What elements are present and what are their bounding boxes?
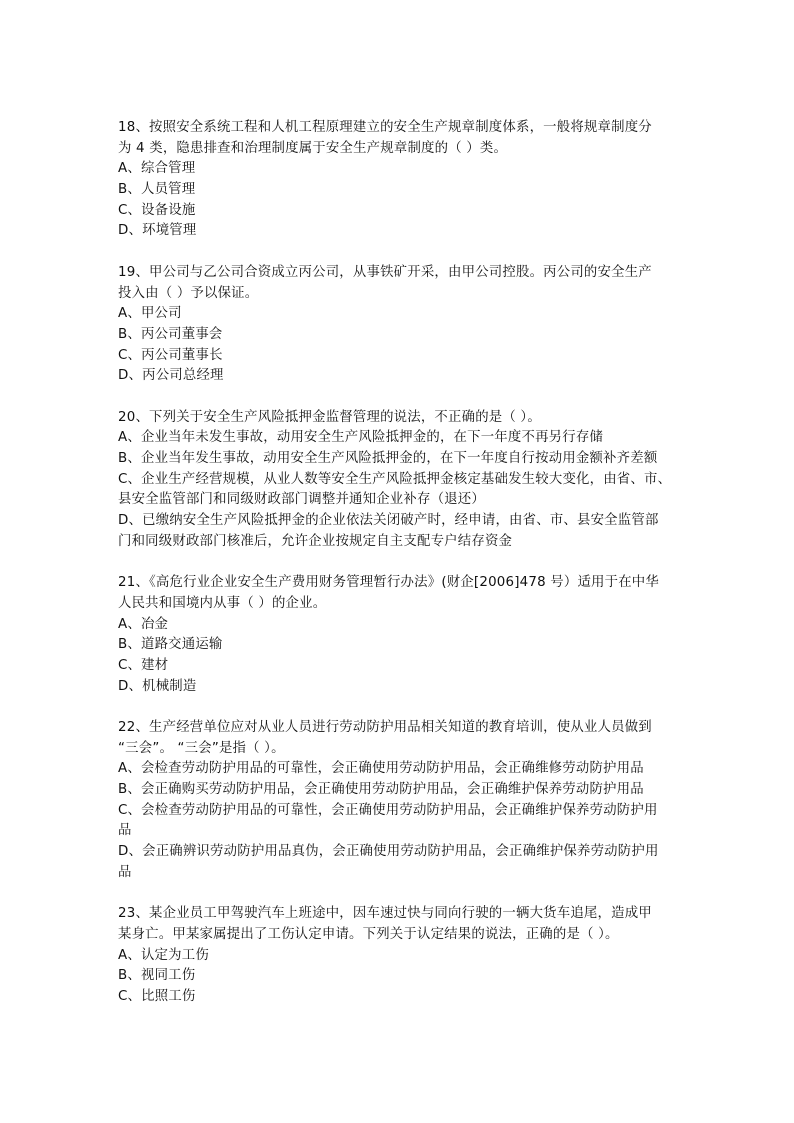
option-text-line: A、认定为工伤 [118,947,209,963]
option-c [118,801,718,842]
option-a [118,428,718,449]
option-d [118,677,718,698]
option-b [118,635,718,656]
option-a [118,304,718,325]
option-text-line: A、甲公司 [118,306,182,322]
option-text-line: A、冶金 [118,616,169,632]
question-19 [118,263,718,387]
question-stem-line: 22、生产经营单位应对从业人员进行劳动防护用品相关知道的教育培训，使从业人员做到 [118,719,652,735]
option-d [118,366,718,387]
option-text-line: 品 [118,823,132,839]
question-stem-line: 19、甲公司与乙公司合资成立丙公司，从事铁矿开采，由甲公司控股。丙公司的安全生产 [118,264,652,280]
option-d [118,842,718,883]
question-stem-line: 投入由（ ）予以保证。 [118,285,259,301]
question-stem-line: 人民共和国境内从事（ ）的企业。 [118,595,327,611]
option-c [118,656,718,677]
question-stem-line: 18、按照安全系统工程和人机工程原理建立的安全生产规章制度体系，一般将规章制度分 [118,120,652,135]
option-text-line: A、综合管理 [118,161,196,177]
option-a [118,159,718,180]
option-b [118,449,718,470]
option-text-line: 门和同级财政部门核准后，允许企业按规定自主支配专户结存资金 [118,533,513,549]
question-stem-line: 20、下列关于安全生产风险抵押金监督管理的说法，不正确的是（ ）。 [118,409,541,425]
option-text-line: C、丙公司董事长 [118,347,223,363]
option-b [118,966,718,987]
question-stem-line: 23、某企业员工甲驾驶汽车上班途中，因车速过快与同向行驶的一辆大货车追尾，造成甲 [118,906,652,922]
option-text-line: 县安全监管部门和同级财政部门调整并通知企业补存（退还） [118,492,485,508]
question-20 [118,408,718,553]
document-page [118,118,718,1028]
option-d [118,511,718,552]
option-a [118,759,718,780]
option-text-line: B、人员管理 [118,182,196,198]
option-text-line: C、建材 [118,657,169,673]
option-text-line: 品 [118,864,132,880]
question-22 [118,718,718,884]
question-23 [118,904,718,1007]
option-c [118,987,718,1008]
option-c [118,346,718,367]
option-text-line: B、道路交通运输 [118,637,223,653]
option-text-line: A、企业当年未发生事故，动用安全生产风险抵押金的，在下一年度不再另行存储 [118,430,604,446]
option-text-line: D、已缴纳安全生产风险抵押金的企业依法关闭破产时，经申请，由省、市、县安全监管部 [118,513,659,529]
option-b [118,325,718,346]
question-stem-line: “三会”。 “三会”是指（ ）。 [118,740,285,756]
option-text-line: C、设备设施 [118,202,196,218]
question-21 [118,573,718,697]
question-stem-line: 为 4 类，隐患排查和治理制度属于安全生产规章制度的（ ）类。 [118,140,508,156]
option-d [118,221,718,242]
option-text-line: B、丙公司董事会 [118,326,223,342]
option-text-line: D、丙公司总经理 [118,368,224,384]
option-text-line: D、会正确辨识劳动防护用品真伪，会正确使用劳动防护用品，会正确维护保养劳动防护用 [118,844,659,860]
option-text-line: B、视同工伤 [118,968,196,984]
question-stem-line: 21、《高危行业企业安全生产费用财务管理暂行办法》(财企[2006]478 号）适用于在中华 [118,575,659,591]
question-18 [118,118,718,242]
option-text-line: D、环境管理 [118,223,197,239]
option-b [118,180,718,201]
option-text-line: C、比照工伤 [118,988,196,1004]
option-c [118,201,718,222]
option-text-line: B、企业当年发生事故，动用安全生产风险抵押金的，在下一年度自行按动用金额补齐差额 [118,451,658,466]
option-a [118,946,718,967]
option-b [118,780,718,801]
option-a [118,615,718,636]
option-c [118,470,718,511]
option-text-line: A、会检查劳动防护用品的可靠性，会正确使用劳动防护用品，会正确维修劳动防护用品 [118,761,644,777]
option-text-line: C、企业生产经营规模，从业人数等安全生产风险抵押金核定基础发生较大变化，由省、市、 [118,471,672,487]
option-text-line: C、会检查劳动防护用品的可靠性，会正确使用劳动防护用品，会正确维护保养劳动防护用 [118,802,658,818]
question-stem-line: 某身亡。甲某家属提出了工伤认定申请。下列关于认定结果的说法，正确的是（ ）。 [118,926,619,942]
option-text-line: D、机械制造 [118,678,197,694]
option-text-line: B、会正确购买劳动防护用品，会正确使用劳动防护用品，会正确维护保养劳动防护用品 [118,782,644,797]
